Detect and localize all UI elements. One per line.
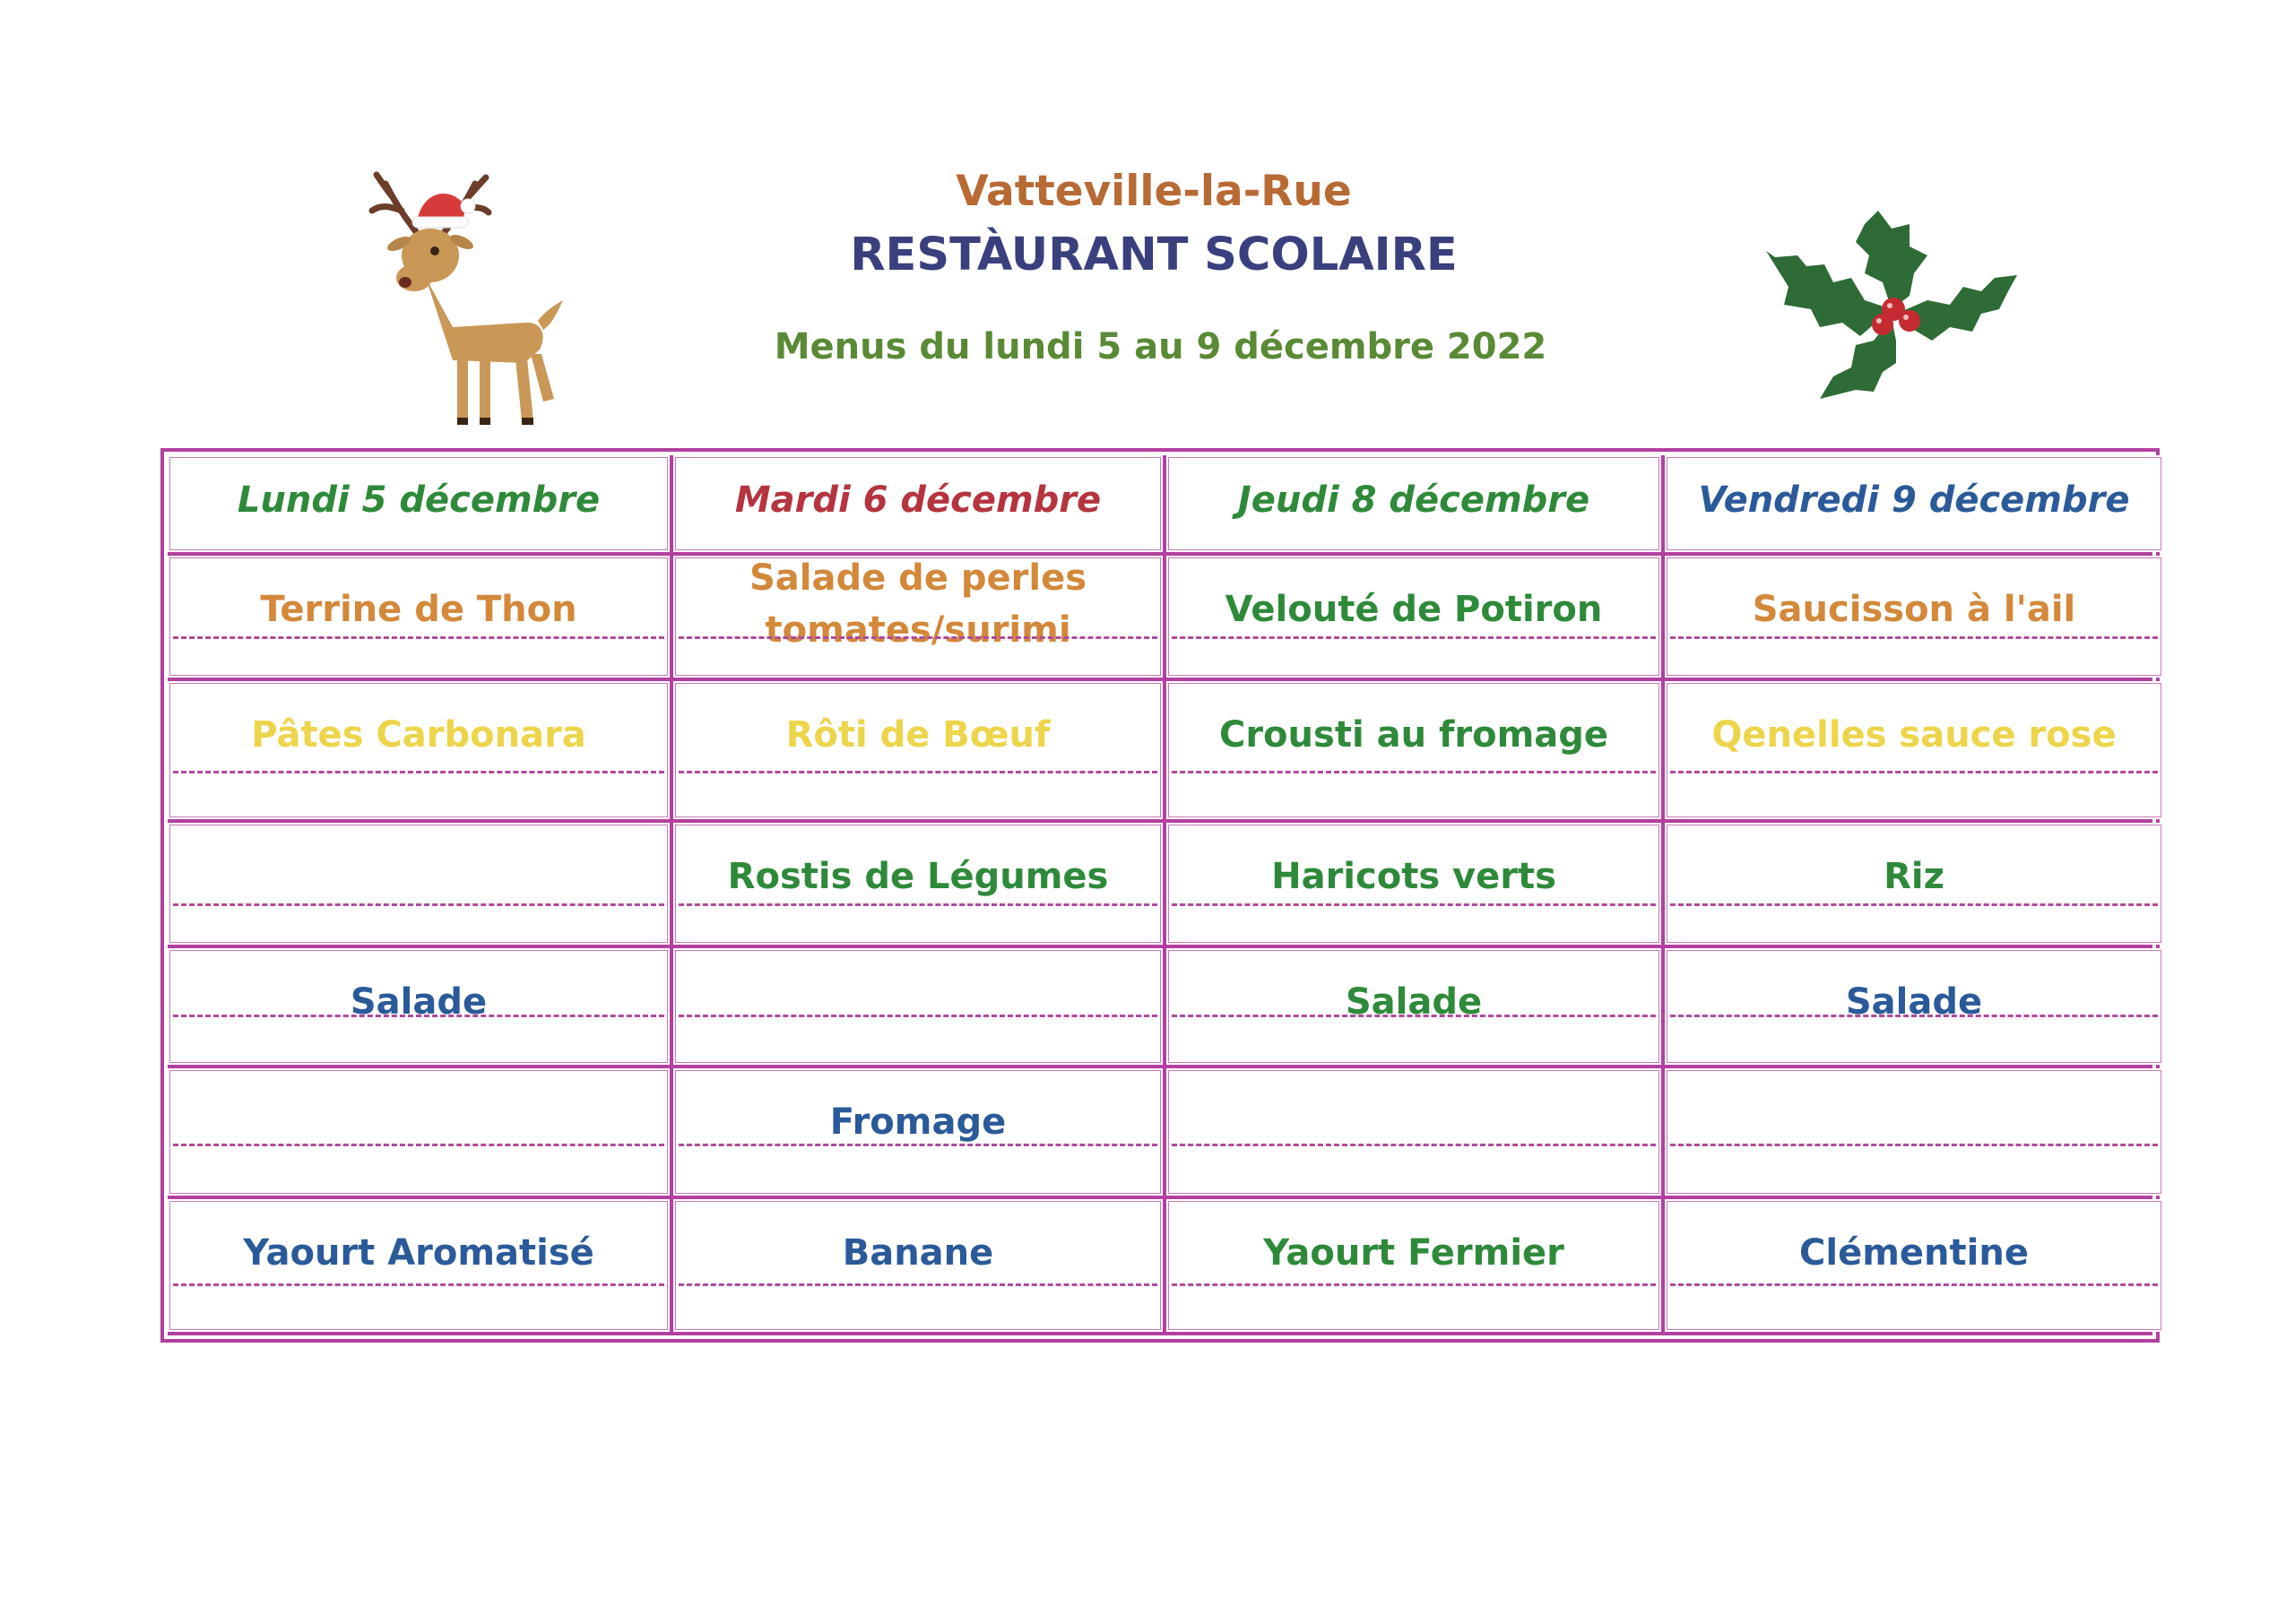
menu-cell-lundi-6: [168, 1199, 670, 1332]
dish-name: Clémentine: [1799, 1232, 2029, 1274]
holly-illustration: [1748, 202, 2035, 412]
dashed-line: [1172, 636, 1656, 639]
dashed-line: [679, 636, 1157, 639]
menu-cell-mardi-3: [673, 823, 1163, 945]
menu-cell-lundi-2: [168, 681, 670, 819]
dashed-line: [173, 636, 664, 639]
menu-cell-vendredi-1: [1665, 556, 2163, 678]
menu-cell-lundi-3: [168, 823, 670, 945]
day-header-lundi: [168, 455, 670, 552]
dashed-line: [173, 1144, 664, 1146]
dashed-line: [1670, 903, 2158, 906]
dashed-line: [1172, 771, 1656, 773]
dish-name: Salade: [1345, 981, 1483, 1023]
day-label: Jeudi 8 décembre: [1237, 479, 1590, 521]
dish-name: Yaourt Aromatisé: [243, 1232, 594, 1274]
dish-name: Riz: [1884, 856, 1944, 897]
dashed-line: [1670, 1144, 2158, 1146]
dish-name: [673, 556, 1163, 656]
menu-cell-mardi-2: [673, 681, 1163, 819]
dashed-line: [1670, 1015, 2158, 1017]
dashed-line: [1670, 636, 2158, 639]
dashed-line: [1670, 771, 2158, 773]
dish-name: Fromage: [829, 1101, 1007, 1143]
dish-name: Yaourt Fermier: [1263, 1232, 1564, 1274]
menu-cell-vendredi-4: [1665, 948, 2163, 1065]
page-title: RESTÀURANT SCOLAIRE: [850, 229, 1458, 281]
menu-cell-jeudi-5: [1166, 1068, 1661, 1196]
dish-name: Terrine de Thon: [260, 589, 577, 630]
dashed-line: [173, 1283, 664, 1286]
day-header-jeudi: [1166, 455, 1661, 552]
reindeer-illustration: [332, 170, 583, 430]
dish-name: Rostis de Légumes: [727, 856, 1109, 897]
dish-line: tomates/surimi: [765, 609, 1071, 651]
dashed-line: [679, 1144, 1157, 1146]
menu-cell-mardi-1: [673, 556, 1163, 678]
dish-name: Salade: [1845, 981, 1983, 1023]
day-label: Lundi 5 décembre: [237, 479, 601, 521]
menu-cell-jeudi-4: [1166, 948, 1661, 1065]
day-header-vendredi: [1665, 455, 2163, 552]
menu-cell-jeudi-6: [1166, 1199, 1661, 1332]
dashed-line: [1172, 903, 1656, 906]
dashed-line: [679, 903, 1157, 906]
day-label: Mardi 6 décembre: [734, 479, 1102, 521]
dish-name: Rôti de Bœuf: [785, 714, 1051, 756]
menu-cell-mardi-6: [673, 1199, 1163, 1332]
dashed-line: [1172, 1144, 1656, 1146]
dish-line: Salade de perles: [749, 557, 1087, 599]
dashed-line: [173, 1015, 664, 1017]
dish-name: Saucisson à l'ail: [1752, 589, 2076, 630]
dish-name: Salade: [350, 981, 488, 1023]
menu-cell-jeudi-3: [1166, 823, 1661, 945]
day-header-mardi: [673, 455, 1163, 552]
dashed-line: [679, 1015, 1157, 1017]
menu-cell-vendredi-5: [1665, 1068, 2163, 1196]
menu-cell-jeudi-2: [1166, 681, 1661, 819]
menu-table: [160, 448, 2160, 1343]
menu-cell-vendredi-2: [1665, 681, 2163, 819]
menu-grid: [168, 455, 2152, 1335]
dish-name: Qenelles sauce rose: [1711, 714, 2117, 756]
dish-name: Pâtes Carbonara: [251, 714, 586, 756]
dashed-line: [1670, 1283, 2158, 1286]
menu-cell-lundi-5: [168, 1068, 670, 1196]
day-label: Vendredi 9 décembre: [1698, 479, 2130, 521]
dashed-line: [173, 771, 664, 773]
menu-cell-vendredi-3: [1665, 823, 2163, 945]
menu-cell-lundi-1: [168, 556, 670, 678]
dish-name: Velouté de Potiron: [1225, 589, 1603, 630]
dashed-line: [679, 1283, 1157, 1286]
dashed-line: [679, 771, 1157, 773]
dish-name: Banane: [842, 1232, 994, 1274]
menu-cell-vendredi-6: [1665, 1199, 2163, 1332]
menu-cell-lundi-4: [168, 948, 670, 1065]
menu-cell-mardi-5: [673, 1068, 1163, 1196]
menu-cell-jeudi-1: [1166, 556, 1661, 678]
dish-name: Crousti au fromage: [1218, 714, 1609, 756]
dashed-line: [173, 903, 664, 906]
menu-cell-mardi-4: [673, 948, 1163, 1065]
town-name: Vatteville-la-Rue: [956, 167, 1352, 216]
menu-week-subtitle: Menus du lundi 5 au 9 décembre 2022: [774, 326, 1547, 367]
dashed-line: [1172, 1283, 1656, 1286]
dashed-line: [1172, 1015, 1656, 1017]
dish-name: Haricots verts: [1271, 856, 1556, 897]
